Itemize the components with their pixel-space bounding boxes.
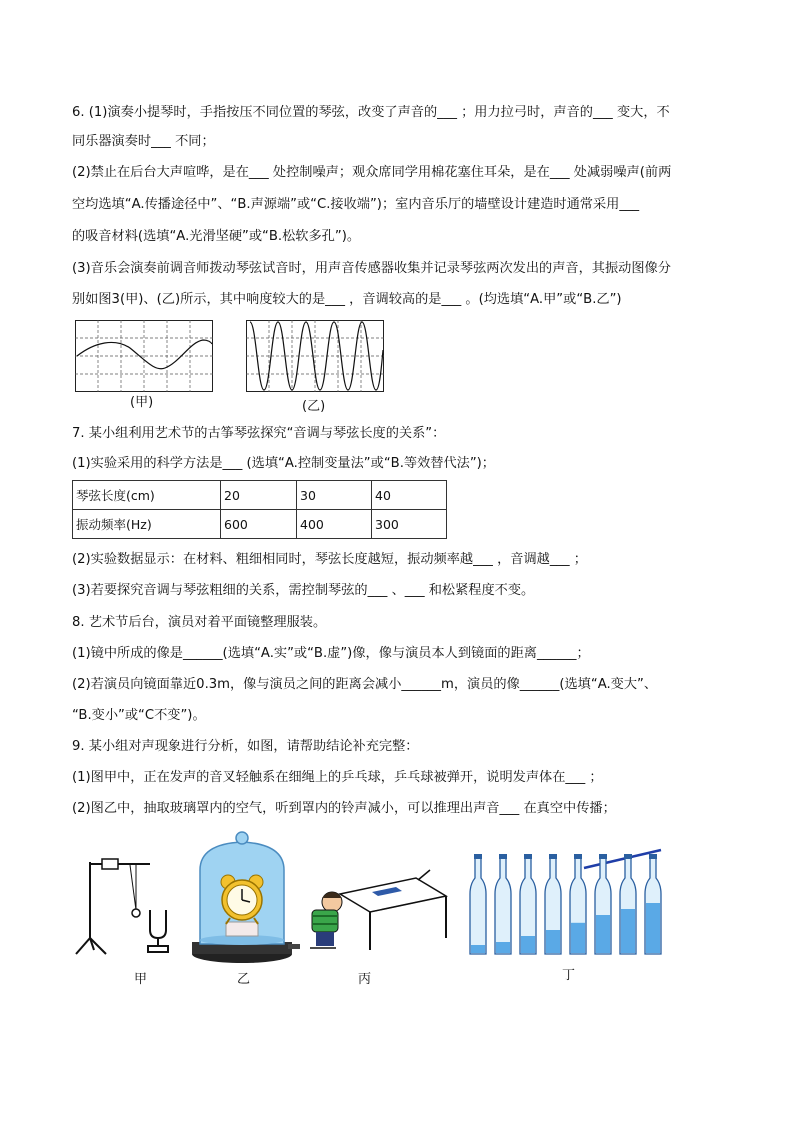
caption-fig-jia: 甲	[134, 972, 148, 987]
q6-line-3: (2)禁止在后台大声喧哗，是在___ 处控制噪声；观众席同学用棉花塞住耳朵，是在___ 处减弱噪声(前两	[72, 165, 672, 180]
bottle	[620, 854, 636, 954]
bottle	[495, 854, 511, 954]
caption-fig-yi: 乙	[237, 972, 251, 987]
waveform-jia-curve	[77, 340, 212, 369]
bottle-water	[596, 915, 610, 953]
bottle-water	[646, 903, 660, 953]
caption-fig-bing: 丙	[358, 972, 372, 987]
table-cell: 300	[372, 510, 447, 539]
bottle	[545, 854, 561, 954]
waveform-jia	[75, 320, 213, 392]
q6-line-7: 别如图3(甲)、(乙)所示，其中响度较大的是___ ，音调较高的是___ 。(均选填“A.甲”或“B.乙”)	[72, 292, 622, 307]
table-cell: 600	[221, 510, 297, 539]
bottle	[595, 854, 611, 954]
bottle-water	[496, 942, 510, 953]
q9-line-3: (2)图乙中，抽取玻璃罩内的空气，听到罩内的铃声减小，可以推理出声音___ 在真空中传播；	[72, 801, 616, 816]
q6-line-6: (3)音乐会演奏前调音师拨动琴弦试音时，用声音传感器收集并记录琴弦两次发出的声音，其振动图像分	[72, 261, 671, 276]
figure-bing-table	[306, 872, 448, 956]
q9-line-1: 9. 某小组对声现象进行分析，如图，请帮助结论补充完整：	[72, 739, 419, 754]
caption-yi: (乙)	[302, 399, 326, 414]
waveform-yi	[246, 320, 384, 392]
q8-line-1: 8. 艺术节后台，演员对着平面镜整理服装。	[72, 615, 327, 630]
table-row-label: 振动频率(Hz)	[73, 510, 221, 539]
table-cell: 20	[221, 481, 297, 510]
string-data-table	[72, 480, 447, 539]
q8-line-3: (2)若演员向镜面靠近0.3m，像与演员之间的距离会减小______m，演员的像______(选填“A.变大”、	[72, 677, 658, 692]
table-cell: 40	[372, 481, 447, 510]
q9-line-2: (1)图甲中，正在发声的音叉轻触系在细绳上的乒乓球，乒乓球被弹开，说明发声体在___ ；	[72, 770, 603, 785]
q7-line-3: (2)实验数据显示：在材料、粗细相同时，琴弦长度越短，振动频率越___ ，音调越___ ；	[72, 552, 587, 567]
caption-fig-ding: 丁	[562, 968, 576, 983]
q8-line-2: (1)镜中所成的像是______(选填“A.实”或“B.虚”)像，像与演员本人到镜面的距离______；	[72, 646, 590, 661]
bottle-water	[521, 936, 535, 953]
q6-line-1: 6. (1)演奏小提琴时，手指按压不同位置的琴弦，改变了声音的___ ；用力拉弓时，声音的___ 变大，不	[72, 105, 670, 120]
table-row	[73, 481, 447, 510]
q6-line-4: 空均选填“A.传播途径中”、“B.声源端”或“C.接收端”)；室内音乐厅的墙壁设计建造时通常采用___	[72, 197, 640, 212]
q7-line-4: (3)若要探究音调与琴弦粗细的关系，需控制琴弦的___ 、___ 和松紧程度不变。	[72, 583, 535, 598]
bottle	[470, 854, 486, 954]
bottle	[520, 854, 536, 954]
q8-line-4: “B.变小”或“C不变”)。	[72, 708, 206, 723]
table-row	[73, 510, 447, 539]
bottle-water	[621, 909, 635, 953]
q7-line-1: 7. 某小组利用艺术节的古筝琴弦探究“音调与琴弦长度的关系”：	[72, 426, 446, 441]
figure-yi-bell-jar	[190, 830, 300, 970]
bottle	[570, 854, 586, 954]
table-cell: 400	[297, 510, 372, 539]
q6-line-5: 的吸音材料(选填“A.光滑坚硬”或“B.松软多孔”)。	[72, 229, 361, 244]
bottle-water	[546, 930, 560, 953]
figure-ding-bottles	[466, 844, 671, 964]
caption-jia: (甲)	[130, 395, 154, 410]
q6-line-2: 同乐器演奏时___ 不同；	[72, 134, 215, 149]
figure-jia-tuning-fork	[72, 850, 182, 960]
bottle-water	[471, 945, 485, 953]
q7-line-2: (1)实验采用的科学方法是___ (选填“A.控制变量法”或“B.等效替代法”)；	[72, 456, 495, 471]
bottle-water	[571, 923, 585, 953]
table-row-label: 琴弦长度(cm)	[73, 481, 221, 510]
bottle	[645, 854, 661, 954]
table-cell: 30	[297, 481, 372, 510]
